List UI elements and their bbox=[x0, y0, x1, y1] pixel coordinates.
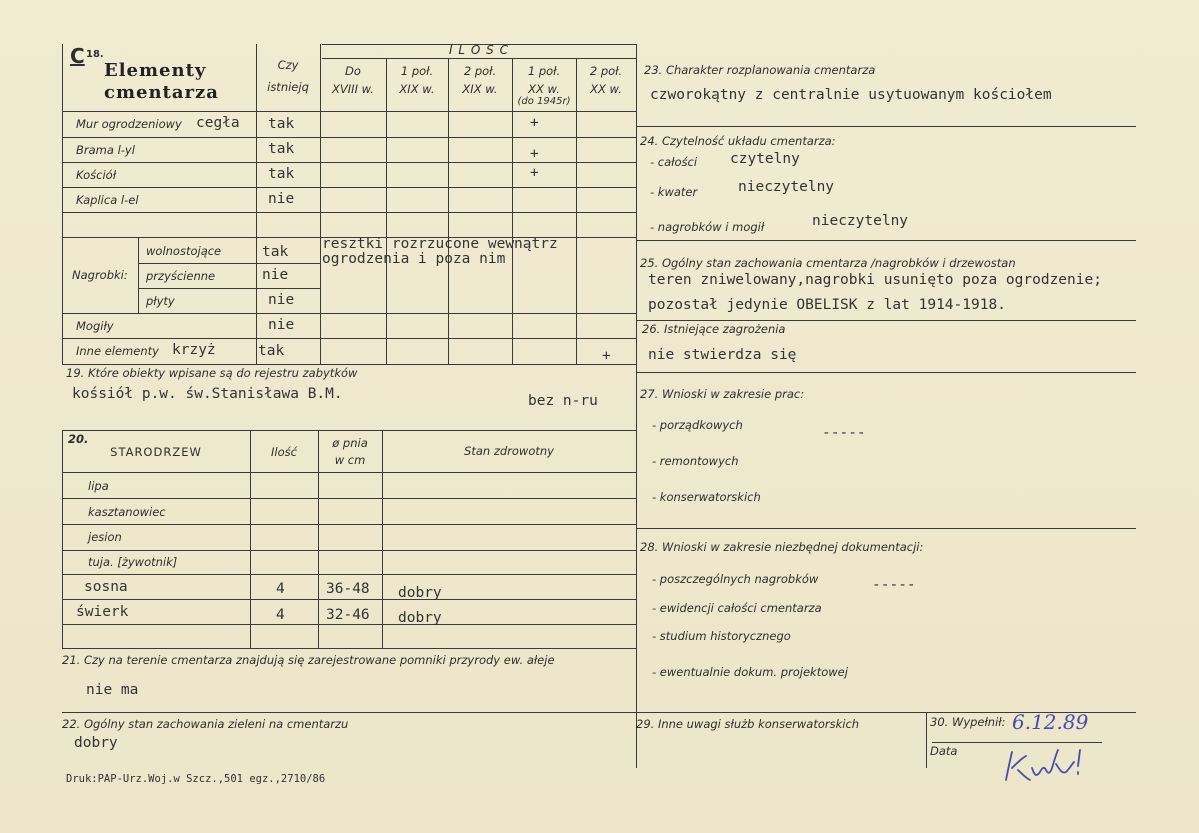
footer-print: Druk:PAP-Urz.Woj.w Szcz.,501 egz.,2710/86 bbox=[66, 773, 326, 785]
s21-label: 21. Czy na terenie cmentarza znajdują się zarejestrowane pomniki przyrody ew. ałeje bbox=[62, 653, 555, 667]
section-title-1: Elementy bbox=[104, 60, 207, 81]
s24-kwater-label: - kwater bbox=[650, 185, 698, 199]
s29-label: 29. Inne uwagi służb konserwatorskich bbox=[636, 717, 860, 731]
col-xix2-l2: XIX w. bbox=[462, 82, 498, 96]
s24-calosci-label: - całości bbox=[650, 155, 698, 169]
s24-nagrobkow-label: - nagrobków i mogił bbox=[650, 220, 765, 234]
s28-nagrobkow: - poszczególnych nagrobków bbox=[652, 572, 819, 586]
tree-sosna-dia: 36-48 bbox=[326, 581, 370, 597]
s20-title: STARODRZEW bbox=[110, 445, 202, 459]
s27-remontowych: - remontowych bbox=[652, 454, 739, 468]
row-line bbox=[62, 498, 636, 499]
row-line bbox=[62, 550, 636, 551]
row-line bbox=[62, 111, 636, 112]
s19-value2: bez n-ru bbox=[528, 393, 598, 409]
tree-lipa: lipa bbox=[88, 479, 109, 493]
s25-line1: teren zniwelowany,nagrobki usunięto poza ogrodzenie; bbox=[648, 272, 1102, 288]
tree-swierk-state: dobry bbox=[398, 610, 442, 626]
row-line bbox=[62, 137, 636, 138]
row-brama-label: Brama l-yl bbox=[76, 143, 135, 157]
row-brama-exists: tak bbox=[268, 141, 295, 157]
row-line bbox=[62, 313, 636, 314]
col-do-l1: Do bbox=[345, 64, 361, 78]
s24-label: 24. Czytelność układu cmentarza: bbox=[640, 134, 836, 148]
col-xx1-l1: 1 poł. bbox=[527, 64, 561, 78]
tree-sosna-qty: 4 bbox=[276, 581, 285, 597]
s21-value: nie ma bbox=[86, 682, 139, 698]
nagrobki-przysc-label: przyścienne bbox=[146, 269, 216, 283]
s25-line2: pozostał jedynie OBELISK z lat 1914-1918. bbox=[648, 297, 1006, 313]
s22-label: 22. Ogólny stan zachowania zieleni na cmentarzu bbox=[62, 717, 349, 731]
s26-value: nie stwierdza się bbox=[648, 347, 797, 363]
tree-sosna-state: dobry bbox=[398, 585, 442, 601]
nagrobki-note-1: resztki rozrzucone wewnątrz bbox=[322, 236, 558, 252]
s20-col-fi2: w cm bbox=[334, 453, 366, 467]
inne-exists: tak bbox=[258, 343, 285, 359]
row-mur-mark: + bbox=[530, 115, 539, 131]
row-mur-exists: tak bbox=[268, 116, 295, 132]
section-number: 18. bbox=[86, 49, 104, 60]
s27-bottom bbox=[636, 528, 1136, 529]
ilosc-under-line bbox=[322, 58, 636, 59]
mogily-label: Mogiły bbox=[76, 319, 114, 333]
row-line bbox=[62, 162, 636, 163]
col-xix1-l2: XIX w. bbox=[399, 82, 435, 96]
s28-projektowej: - ewentualnie dokum. projektowej bbox=[652, 665, 848, 679]
row-kaplica-label: Kaplica l-el bbox=[76, 193, 139, 207]
signature bbox=[1000, 744, 1110, 786]
row-brama-mark: + bbox=[530, 146, 539, 162]
inne-mark: + bbox=[602, 348, 611, 364]
row-line bbox=[62, 624, 636, 625]
s30-date-value: 6.12.89 bbox=[1012, 710, 1089, 734]
nagrobki-przysc-exists: nie bbox=[262, 267, 289, 283]
left-border-trees bbox=[62, 430, 63, 648]
inne-extra: krzyż bbox=[172, 342, 216, 358]
s26-bottom bbox=[636, 372, 1136, 373]
section-title-2: cmentarza bbox=[104, 82, 219, 103]
tree-sosna: sosna bbox=[84, 579, 128, 595]
s20-col-ilosc: Ilość bbox=[271, 445, 297, 459]
s24-bottom bbox=[636, 240, 1136, 241]
s20-col-fi1: ø pnia bbox=[332, 436, 368, 450]
nagrobki-note-2: ogrodzenia i poza nim bbox=[322, 251, 506, 267]
s23-value: czworokątny z centralnie usytuowanym kościołem bbox=[650, 87, 1052, 103]
row-line bbox=[138, 263, 320, 264]
s23-bottom bbox=[636, 126, 1136, 127]
s28-label: 28. Wnioski w zakresie niezbędnej dokumentacji: bbox=[640, 540, 924, 554]
s28-studium: - studium historycznego bbox=[652, 629, 791, 643]
istnieja-label: istniejq bbox=[267, 80, 309, 94]
s29-divider bbox=[926, 712, 927, 768]
section-letter: C bbox=[70, 44, 85, 68]
s19-bottom bbox=[62, 430, 636, 431]
s21-bottom bbox=[62, 712, 636, 713]
col-xix2-l1: 2 poł. bbox=[463, 64, 497, 78]
row-kosciol-exists: tak bbox=[268, 166, 295, 182]
s27-konserwatorskich: - konserwatorskich bbox=[652, 490, 761, 504]
col-xx2-l2: XX w. bbox=[590, 82, 622, 96]
row-line bbox=[138, 288, 320, 289]
row-mur-extra: cegła bbox=[196, 115, 240, 131]
s19-value: kośsiół p.w. św.Stanisława B.M. bbox=[72, 386, 343, 402]
s27-label: 27. Wnioski w zakresie prac: bbox=[640, 387, 805, 401]
s26-label: 26. Istniejące zagrożenia bbox=[642, 322, 786, 336]
s27-porzadkowych-value: ----- bbox=[822, 425, 866, 441]
s28-ewidencji: - ewidencji całości cmentarza bbox=[652, 601, 822, 615]
row-line bbox=[62, 524, 636, 525]
nagrobki-divider bbox=[138, 237, 139, 313]
nagrobki-wolno-label: wolnostojące bbox=[146, 244, 222, 258]
tree-tuja: tuja. [żywotnik] bbox=[88, 555, 178, 569]
row-line bbox=[62, 574, 636, 575]
s27-porzadkowych: - porządkowych bbox=[652, 418, 743, 432]
czy-label: Czy bbox=[277, 58, 299, 72]
left-border-top bbox=[62, 44, 63, 364]
mogily-exists: nie bbox=[268, 317, 295, 333]
s28-nagrobkow-value: ----- bbox=[872, 577, 916, 593]
nagrobki-wolno-exists: tak bbox=[262, 244, 289, 260]
s22-value: dobry bbox=[74, 735, 118, 751]
row-line bbox=[62, 599, 636, 600]
tree-kasztanowiec: kasztanowiec bbox=[88, 505, 166, 519]
col-xx2-l1: 2 poł. bbox=[589, 64, 623, 78]
trees-col-qty bbox=[250, 430, 251, 648]
s24-kwater-value: nieczytelny bbox=[738, 179, 835, 195]
row-line bbox=[62, 212, 636, 213]
tree-swierk-qty: 4 bbox=[276, 607, 285, 623]
col-xix1-l1: 1 poł. bbox=[400, 64, 434, 78]
nagrobki-plyty-exists: nie bbox=[268, 292, 295, 308]
s30-label: 30. Wypełnił: bbox=[930, 715, 1006, 729]
s20-col-stan: Stan zdrowotny bbox=[464, 444, 554, 458]
row-kaplica-exists: nie bbox=[268, 191, 295, 207]
nagrobki-plyty-label: płyty bbox=[146, 294, 175, 308]
s30-date-label: Data bbox=[930, 744, 958, 758]
trees-col-state bbox=[382, 430, 383, 648]
col-xix2-left bbox=[448, 58, 449, 364]
s19-label: 19. Które obiekty wpisane są do rejestru zabytków bbox=[66, 366, 358, 380]
col-do-l2: XVIII w. bbox=[332, 82, 374, 96]
trees-header-line bbox=[62, 472, 636, 473]
row-kosciol-label: Kościół bbox=[76, 168, 117, 182]
row-mur-label: Mur ogrodzeniowy bbox=[76, 117, 182, 131]
row-line bbox=[62, 187, 636, 188]
s24-calosci-value: czytelny bbox=[730, 151, 800, 167]
col-xx1-l3: (do 1945r) bbox=[517, 96, 571, 107]
col-xx1-l2: XX w. bbox=[528, 82, 560, 96]
col-xix1-left bbox=[386, 58, 387, 364]
ilosc-label: I L O S C bbox=[449, 43, 509, 57]
s20-number: 20. bbox=[68, 432, 89, 446]
tree-swierk: świerk bbox=[76, 604, 129, 620]
s23-label: 23. Charakter rozplanowania cmentarza bbox=[644, 63, 876, 77]
row-kosciol-mark: + bbox=[530, 165, 539, 181]
col-xx2-left bbox=[576, 58, 577, 364]
s25-label: 25. Ogólny stan zachowania cmentarza /nagrobków i drzewostan bbox=[640, 256, 1016, 270]
row-line bbox=[62, 648, 636, 649]
s24-nagrobkow-value: nieczytelny bbox=[812, 213, 909, 229]
inne-label: Inne elementy bbox=[76, 344, 159, 358]
tree-jesion: jesion bbox=[88, 530, 122, 544]
main-divider bbox=[636, 44, 637, 768]
tree-swierk-dia: 32-46 bbox=[326, 607, 370, 623]
row-line bbox=[62, 338, 636, 339]
nagrobki-label: Nagrobki: bbox=[72, 268, 128, 282]
